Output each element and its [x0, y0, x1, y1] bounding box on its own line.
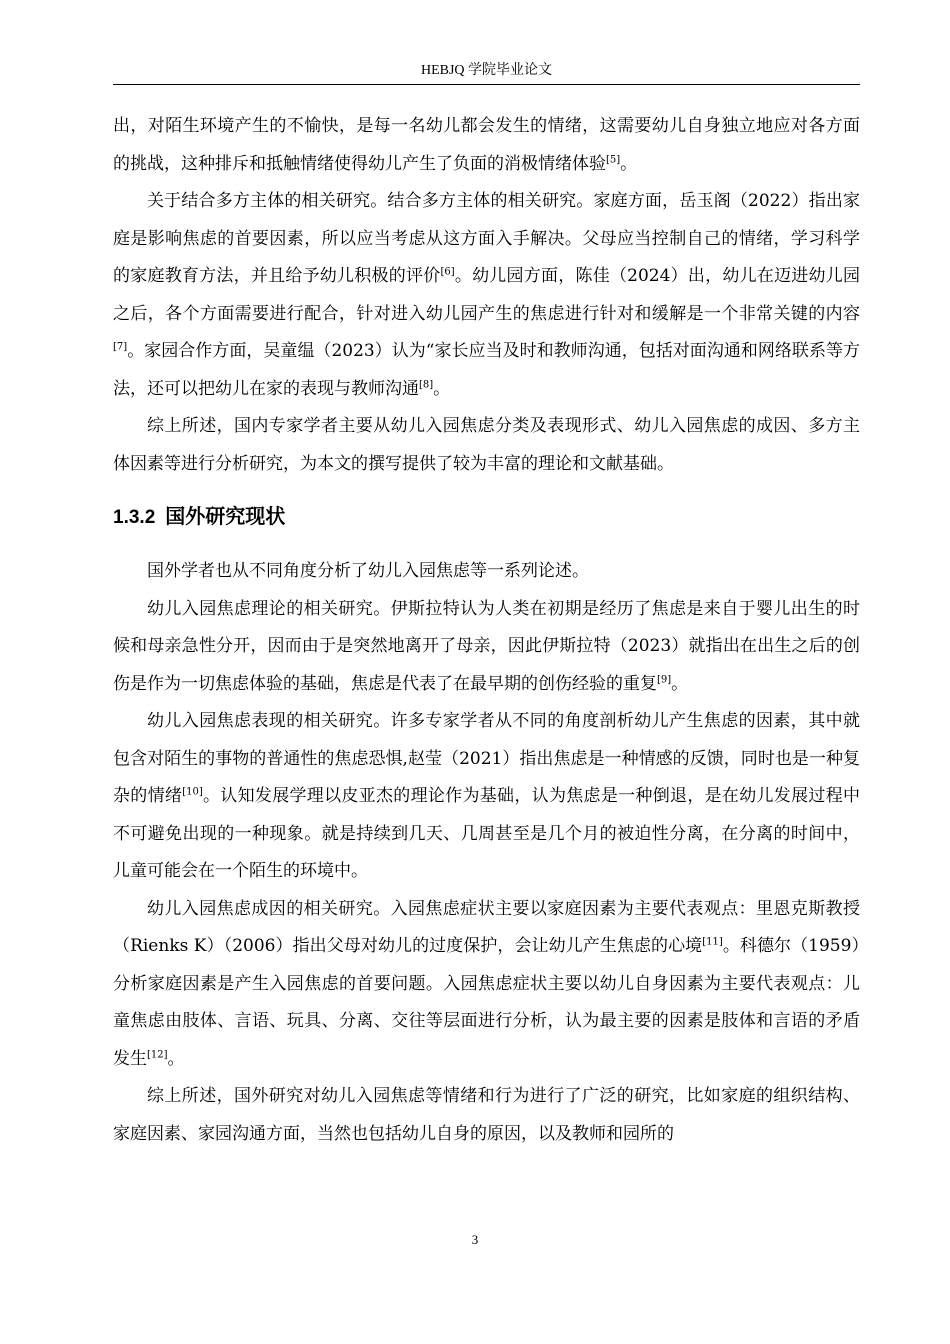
page-header [113, 62, 860, 85]
section-title: 国外研究现状 [165, 504, 286, 528]
citation: [12] [147, 1048, 168, 1060]
section-heading [113, 483, 860, 549]
header-title: HEBJQ 学院毕业论文 [420, 63, 553, 78]
citation: [8] [419, 378, 434, 390]
citation: [7] [113, 341, 128, 353]
paragraph-anxiety-theory: 幼儿入园焦虑理论的相关研究。伊斯拉特认为人类在初期是经历了焦虑是来自于婴儿出生的时候和母亲急性分开，因而由于是突然地离开了母亲，因此伊斯拉特（2023）就指出在出生之后的创伤是作为一切焦虑体验的基础，焦虑是代表了在最早期的创伤经验的重复[9]。 [113, 598, 860, 694]
citation: [5] [606, 153, 621, 165]
paragraph-anxiety-manifestation: 幼儿入园焦虑表现的相关研究。许多专家学者从不同的角度剖析幼儿产生焦虑的因素，其中就包含对陌生的事物的普通性的焦虑恐惧,赵莹（2021）指出焦虑是一种情感的反馈，同时也是一种复杂的情绪[10]。认知发展学理以皮亚杰的理论作为基础，认为焦虑是一种倒退，是在幼儿发展过程中不可避免出现的一种现象。就是持续到几天、几周甚至是几个月的被迫性分离，在分离的时间中，儿童可能会在一个陌生的环境中。 [113, 711, 860, 881]
document-body [113, 108, 860, 1153]
paragraph-foreign-summary: 综上所述，国外研究对幼儿入园焦虑等情绪和行为进行了广泛的研究，比如家庭的组织结构、家庭因素、家园沟通方面，当然也包括幼儿自身的原因，以及教师和园所的 [113, 1086, 860, 1144]
citation: [11] [702, 936, 723, 948]
section-number: 1.3.2 [113, 507, 156, 528]
paragraph-anxiety-causes: 幼儿入园焦虑成因的相关研究。入园焦虑症状主要以家庭因素为主要代表观点：里恩克斯教授（Rienks K）（2006）指出父母对幼儿的过度保护，会让幼儿产生焦虑的心境[11]。科德尔（1959）分析家庭因素是产生入园焦虑的首要问题。入园焦虑症状主要以幼儿自身因素为主要代表观点：儿童焦虑由肢体、言语、玩具、分离、交往等层面进行分析，认为最主要的因素是肢体和言语的矛盾发生[12]。 [113, 898, 861, 1069]
citation: [9] [657, 673, 672, 685]
paragraph-continuation: 出，对陌生环境产生的不愉快，是每一名幼儿都会发生的情绪，这需要幼儿自身独立地应对各方面的挑战，这种排斥和抵触情绪使得幼儿产生了负面的消极情绪体验[5]。 [113, 116, 860, 174]
paragraph-domestic-summary: 综上所述，国内专家学者主要从幼儿入园焦虑分类及表现形式、幼儿入园焦虑的成因、多方主体因素等进行分析研究，为本文的撰写提供了较为丰富的理论和文献基础。 [113, 416, 860, 474]
paragraph-foreign-intro: 国外学者也从不同角度分析了幼儿入园焦虑等一系列论述。 [147, 561, 589, 581]
paragraph-multi-party-research: 关于结合多方主体的相关研究。结合多方主体的相关研究。家庭方面，岳玉阁（2022）指出家庭是影响焦虑的首要因素，所以应当考虑从这方面入手解决。父母应当控制自己的情绪，学习科学的家庭教育方法，并且给予幼儿积极的评价[6]。幼儿园方面，陈佳（2024）出，幼儿在迈进幼儿园之后，各个方面需要进行配合，针对进入幼儿园产生的焦虑进行针对和缓解是一个非常关键的内容[7]。家园合作方面，吴童缊（2023）认为“家长应当及时和教师沟通，包括对面沟通和网络联系等方法，还可以把幼儿在家的表现与教师沟通[8]。 [113, 191, 861, 399]
page-number: 3 [471, 1232, 479, 1247]
citation: [10] [182, 786, 203, 798]
citation: [6] [440, 266, 455, 278]
